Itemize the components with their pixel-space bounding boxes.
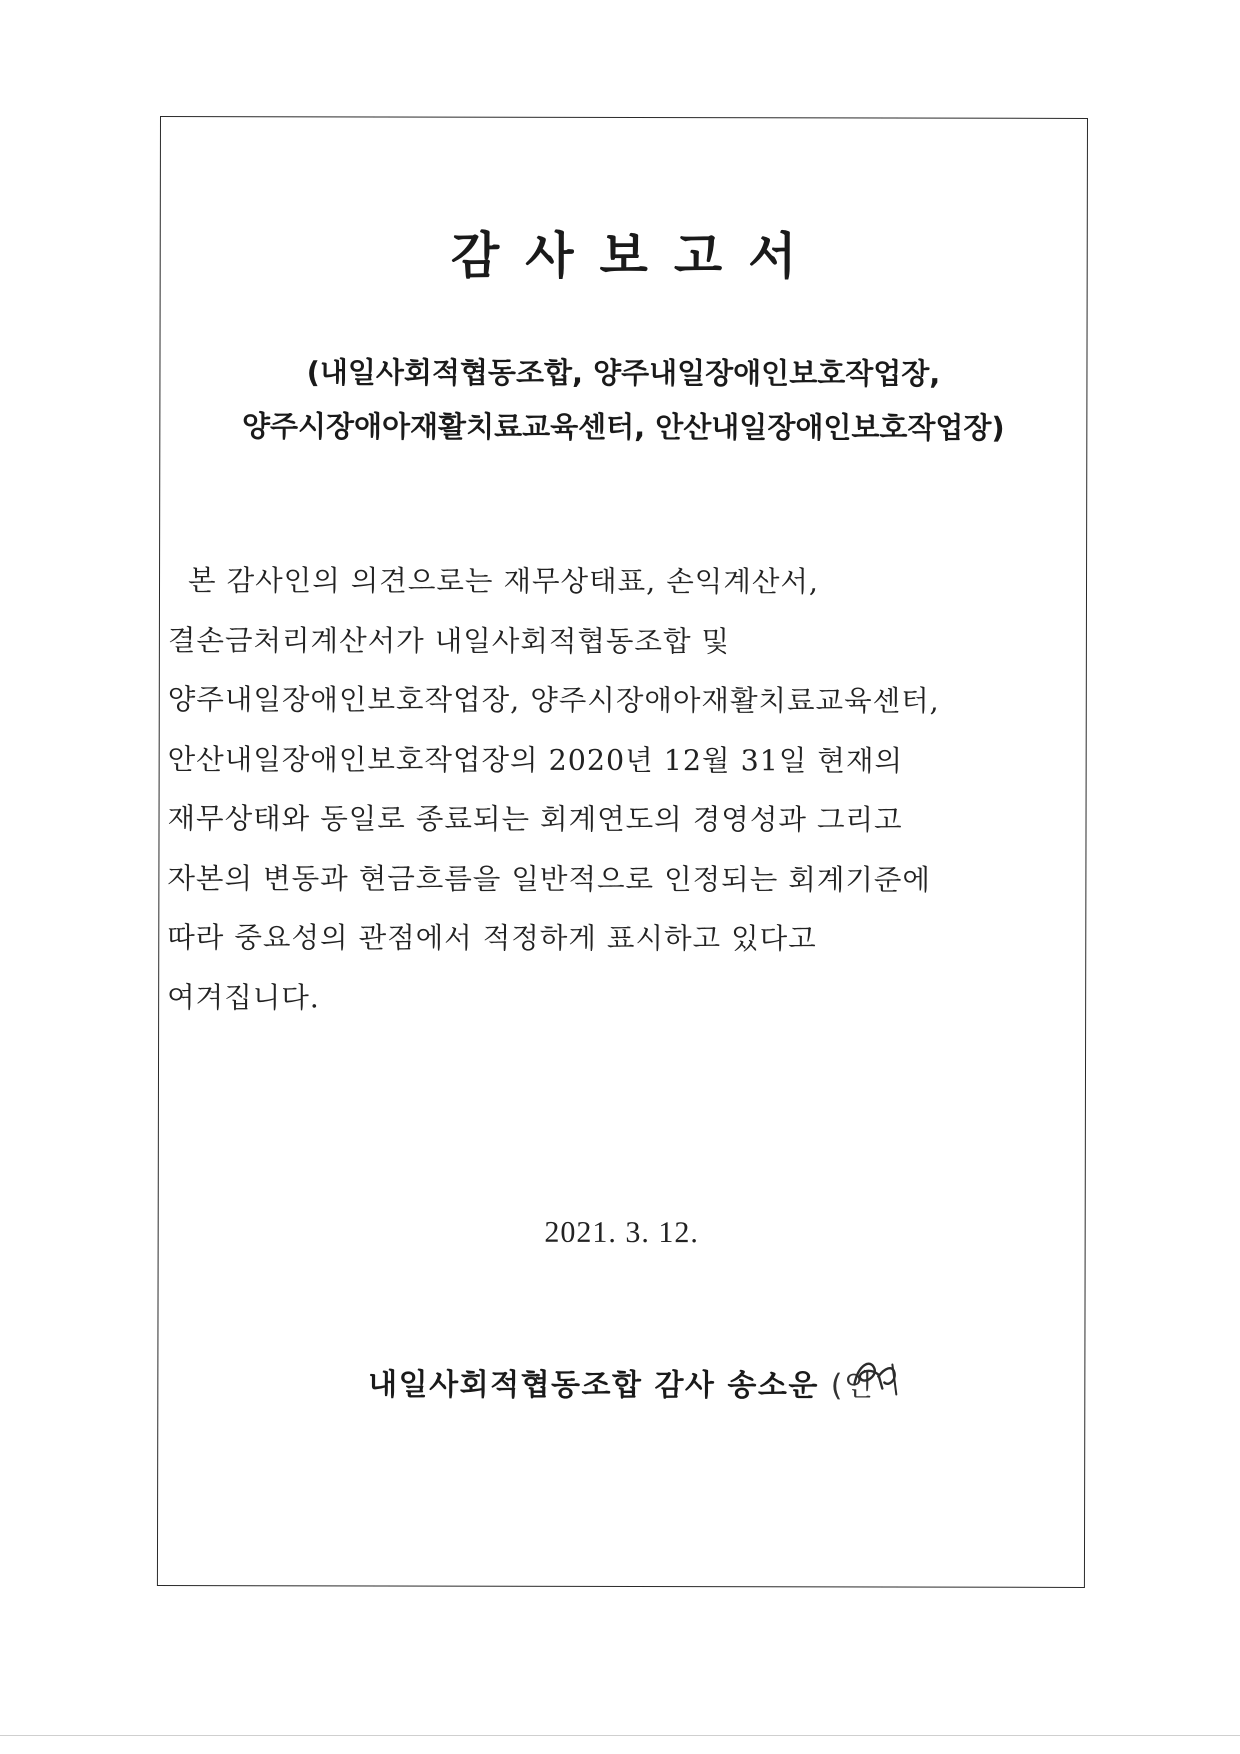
audit-opinion-body [167,551,1068,1029]
body-line: 본 감사인의 의견으로는 재무상태표, 손익계산서, [187,564,820,599]
document-subtitle [160,345,1086,455]
body-line: 양주내일장애인보호작업장, 양주시장애아재활치료교육센터, [167,683,940,718]
body-line: 결손금처리계산서가 내일사회적협동조합 및 [167,623,731,658]
signature-line [158,1359,1084,1405]
body-line: 따라 중요성의 관점에서 적정하게 표시하고 있다고 [167,921,817,956]
body-line: 자본의 변동과 현금흐름을 일반적으로 인정되는 회계기준에 [167,861,932,897]
document-title: 감사보고서 [450,226,823,286]
signature-role: 감사 [654,1368,716,1404]
report-date: 2021. 3. 12. [544,1215,699,1250]
scan-edge-line [0,1735,1240,1736]
signature-name: 송소운 [727,1368,819,1404]
seal-area [831,1360,875,1404]
document-frame [157,116,1088,1588]
signature-organization: 내일사회적협동조합 [368,1367,643,1404]
body-line: 안산내일장애인보호작업장의 2020년 12월 31일 현재의 [167,742,904,778]
body-line: 재무상태와 동일로 종료되는 회계연도의 경영성과 그리고 [167,802,903,837]
seal-open-paren: ( [830,1368,845,1404]
subtitle-line: 양주시장애아재활치료교육센터, 안산내일장애인보호작업장) [241,409,1005,445]
seal-text: 인 [843,1368,875,1404]
body-line: 여겨집니다. [167,980,320,1014]
subtitle-line: (내일사회적협동조합, 양주내일장애인보호작업장, [306,355,941,391]
